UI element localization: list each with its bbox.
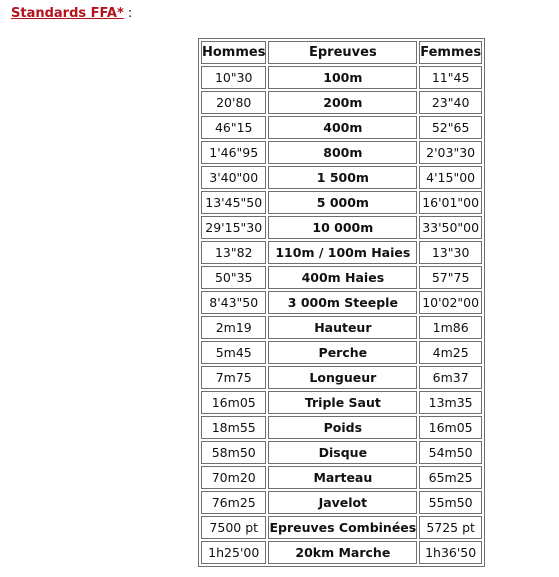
femmes-cell: 23"40	[419, 91, 482, 114]
hommes-cell: 70m20	[201, 466, 266, 489]
hommes-cell: 20'80	[201, 91, 266, 114]
femmes-cell: 1h36'50	[419, 541, 482, 564]
standards-ffa-link[interactable]: Standards FFA*	[11, 6, 124, 21]
event-cell: Marteau	[268, 466, 417, 489]
hommes-cell: 13'45"50	[201, 191, 266, 214]
event-cell: 100m	[268, 66, 417, 89]
femmes-cell: 57"75	[419, 266, 482, 289]
hommes-cell: 29'15"30	[201, 216, 266, 239]
column-header-epreuves: Epreuves	[268, 41, 417, 64]
table-row	[201, 291, 482, 314]
hommes-cell: 7m75	[201, 366, 266, 389]
hommes-cell: 46"15	[201, 116, 266, 139]
event-cell: 1 500m	[268, 166, 417, 189]
event-cell: Disque	[268, 441, 417, 464]
table-row	[201, 516, 482, 539]
table-row	[201, 266, 482, 289]
femmes-cell: 4m25	[419, 341, 482, 364]
header-row	[201, 41, 482, 64]
hommes-cell: 10"30	[201, 66, 266, 89]
femmes-cell: 2'03"30	[419, 141, 482, 164]
event-cell: 800m	[268, 141, 417, 164]
table-header	[201, 41, 482, 64]
table-row	[201, 341, 482, 364]
event-cell: Poids	[268, 416, 417, 439]
femmes-cell: 11"45	[419, 66, 482, 89]
standards-table	[198, 38, 485, 567]
event-cell: Longueur	[268, 366, 417, 389]
table-row	[201, 466, 482, 489]
table-row	[201, 216, 482, 239]
hommes-cell: 1h25'00	[201, 541, 266, 564]
heading-colon: :	[123, 6, 133, 21]
femmes-cell: 65m25	[419, 466, 482, 489]
hommes-cell: 8'43"50	[201, 291, 266, 314]
femmes-cell: 10'02"00	[419, 291, 482, 314]
event-cell: 200m	[268, 91, 417, 114]
event-cell: Javelot	[268, 491, 417, 514]
event-cell: 5 000m	[268, 191, 417, 214]
femmes-cell: 4'15"00	[419, 166, 482, 189]
hommes-cell: 3'40"00	[201, 166, 266, 189]
table-row	[201, 416, 482, 439]
hommes-cell: 58m50	[201, 441, 266, 464]
standards-heading	[11, 6, 132, 21]
event-cell: 10 000m	[268, 216, 417, 239]
hommes-cell: 1'46"95	[201, 141, 266, 164]
hommes-cell: 16m05	[201, 391, 266, 414]
hommes-cell: 5m45	[201, 341, 266, 364]
femmes-cell: 54m50	[419, 441, 482, 464]
hommes-cell: 13"82	[201, 241, 266, 264]
table-row	[201, 166, 482, 189]
femmes-cell: 13"30	[419, 241, 482, 264]
event-cell: Triple Saut	[268, 391, 417, 414]
table-row	[201, 316, 482, 339]
table-row	[201, 116, 482, 139]
hommes-cell: 7500 pt	[201, 516, 266, 539]
event-cell: 3 000m Steeple	[268, 291, 417, 314]
femmes-cell: 55m50	[419, 491, 482, 514]
femmes-cell: 5725 pt	[419, 516, 482, 539]
hommes-cell: 50"35	[201, 266, 266, 289]
table-row	[201, 91, 482, 114]
femmes-cell: 16'01"00	[419, 191, 482, 214]
table-row	[201, 541, 482, 564]
femmes-cell: 16m05	[419, 416, 482, 439]
femmes-cell: 13m35	[419, 391, 482, 414]
event-cell: Epreuves Combinées	[268, 516, 417, 539]
femmes-cell: 1m86	[419, 316, 482, 339]
hommes-cell: 18m55	[201, 416, 266, 439]
event-cell: 110m / 100m Haies	[268, 241, 417, 264]
femmes-cell: 52"65	[419, 116, 482, 139]
event-cell: 400m Haies	[268, 266, 417, 289]
hommes-cell: 2m19	[201, 316, 266, 339]
event-cell: 20km Marche	[268, 541, 417, 564]
hommes-cell: 76m25	[201, 491, 266, 514]
table-row	[201, 391, 482, 414]
event-cell: Hauteur	[268, 316, 417, 339]
event-cell: Perche	[268, 341, 417, 364]
table-row	[201, 441, 482, 464]
table-row	[201, 191, 482, 214]
table-body	[201, 66, 482, 564]
femmes-cell: 33'50"00	[419, 216, 482, 239]
table-row	[201, 241, 482, 264]
column-header-femmes: Femmes	[419, 41, 482, 64]
table-row	[201, 141, 482, 164]
table-row	[201, 66, 482, 89]
table-row	[201, 366, 482, 389]
table-row	[201, 491, 482, 514]
event-cell: 400m	[268, 116, 417, 139]
column-header-hommes: Hommes	[201, 41, 266, 64]
femmes-cell: 6m37	[419, 366, 482, 389]
